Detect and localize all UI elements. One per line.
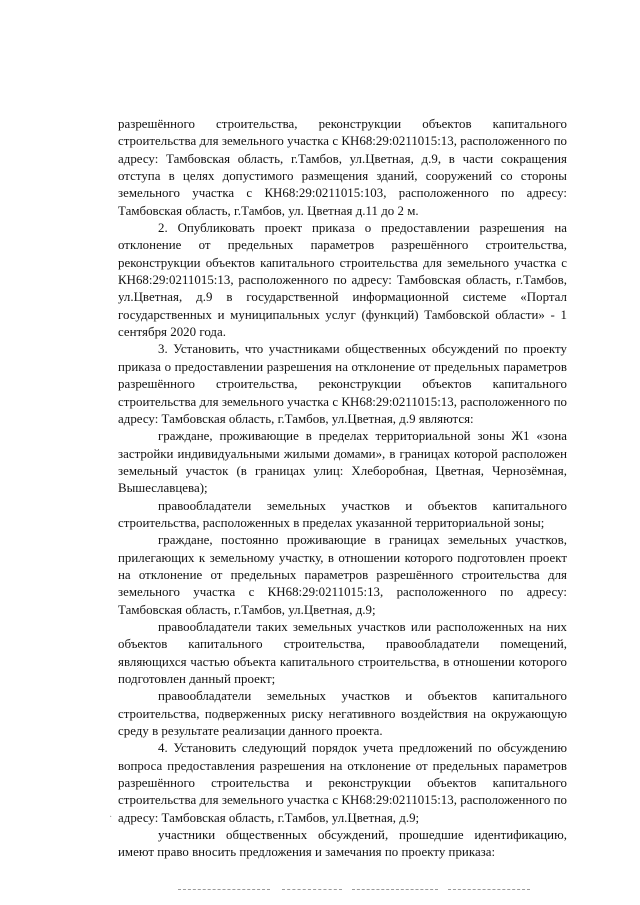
paragraph-item-3: 3. Установить, что участниками общественных обсуждений по проекту приказа о предоставлении разрешения на отклонение от предельных параметров разрешённого строительства, реконструкции объектов капитального строительства для земельного участка с КН68:29:0211015:13, расположенного по адресу: Тамбовская область, г.Тамбов, ул.Цветная, д.9 являются: xyxy=(118,342,567,426)
footer-divider xyxy=(178,889,270,890)
paragraph-item-2: 2. Опубликовать проект приказа о предоставлении разрешения на отклонение от предельных параметров разрешённого строительства, реконструкции объектов капитального строительства для земельного участка с КН68:29:0211015:13, расположенного по адресу: Тамбовская область, г.Тамбов, ул.Цветная, д.9 в государственной информационной системе «Портал государственных и муниципальных услуг (функций) Тамбовской области» - 1 сентября 2020 года. xyxy=(118,221,567,340)
participant-owners-zone: правообладатели земельных участков и объектов капитального строительства, расположенных в пределах указанной территориальной зоны; xyxy=(118,498,567,530)
participant-adjacent-owners: правообладатели таких земельных участков или расположенных на них объектов капитального строительства, правообладатели помещений, являющихся частью объекта капитального строительства, в отношении которого подготовлен данный проект; xyxy=(118,619,567,686)
paragraph-participants-rights: участники общественных обсуждений, прошедшие идентификацию, имеют право вносить предложения и замечания по проекту приказа: xyxy=(118,828,567,860)
participant-risk-owners: правообладатели земельных участков и объектов капитального строительства, подверженных риску негативного воздействия на окружающую среду в результате реализации данного проекта. xyxy=(118,689,567,739)
paragraph-item-4: 4. Установить следующий порядок учета предложений по обсуждению вопроса предоставления разрешения на отклонение от предельных параметров разрешённого строительства и реконструкции объектов капитального строительства для земельного участка с КН68:29:0211015:13, расположенного по адресу: Тамбовская область, г.Тамбов, ул.Цветная, д.9; xyxy=(118,741,567,825)
document-page xyxy=(118,116,567,862)
participant-adjacent-residents: граждане, постоянно проживающие в границах земельных участков, прилегающих к земельному участку, в отношении которого подготовлен проект на отклонение от предельных параметров разрешённого строительства для земельного участка с КН68:29:0211015:13, расположенного по адресу: Тамбовская область, г.Тамбов, ул.Цветная, д.9; xyxy=(118,533,567,617)
footer-divider xyxy=(352,889,438,890)
participant-residents-zone: граждане, проживающие в пределах территориальной зоны Ж1 «зона застройки индивидуальными жилыми домами», в границах которой расположен земельный участок (в границах улиц: Хлеборобная, Цветная, Чернозёмная, Вышеславцева); xyxy=(118,429,567,496)
scan-mark: · xyxy=(109,812,113,823)
paragraph-continuation: разрешённого строительства, реконструкции объектов капитального строительства для земельного участка с КН68:29:0211015:13, расположенного по адресу: Тамбовская область, г.Тамбов, ул.Цветная, д.9, в части сокращения отступа в целях допустимого размещения зданий, сооружений со стороны земельного участка с КН68:29:0211015:103, расположенного по адресу: Тамбовская область, г.Тамбов, ул. Цветная д.11 до 2 м. xyxy=(118,117,567,218)
footer-divider xyxy=(448,889,530,890)
footer-divider xyxy=(282,889,342,890)
